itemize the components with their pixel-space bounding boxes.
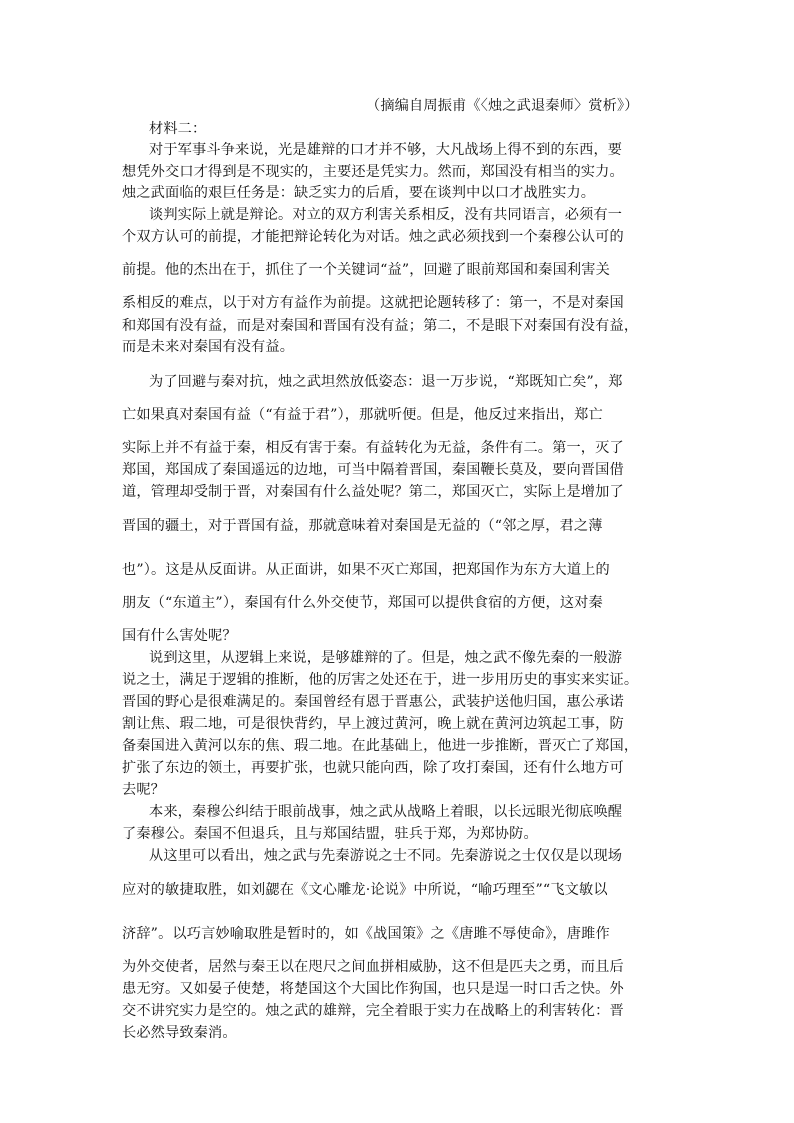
section-heading: 材料二： xyxy=(149,121,207,137)
text-line: 而是未来对秦国有没有益。 xyxy=(122,339,295,355)
text-line: 应对的敏捷取胜，如刘勰在《文心雕龙·论说》中所说，“喻巧理至”“飞文敏以 xyxy=(122,882,608,898)
text-line: 谈判实际上就是辩论。对立的双方利害关系相反，没有共同语言，必须有一 xyxy=(149,207,623,223)
text-line: 济辞”。以巧言妙喻取胜是暂时的，如《战国策》之《唐雎不辱使命》，唐雎作 xyxy=(122,926,610,942)
text-line: 了秦穆公。秦国不但退兵，且与郑国结盟，驻兵于郑，为郑协防。 xyxy=(122,826,538,842)
text-line: 说到这里，从逻辑上来说，是够雄辩的了。但是，烛之武不像先秦的一般游 xyxy=(149,650,623,666)
text-line: 国有什么害处呢？ xyxy=(122,628,237,644)
text-line: 割让焦、瑕二地，可是很快背约，早上渡过黄河，晚上就在黄河边筑起工事，防 xyxy=(122,716,624,732)
text-line: 道，管理却受制于晋，对秦国有什么益处呢？第二，郑国灭亡，实际上是增加了 xyxy=(122,484,624,500)
text-line: 实际上并不有益于秦，相反有害于秦。有益转化为无益，条件有二。第一，灭了 xyxy=(122,440,624,456)
text-line: 备秦国进入黄河以东的焦、瑕二地。在此基础上，他进一步推断，晋灭亡了郑国， xyxy=(122,738,639,754)
text-line: 也”）。这是从反面讲。从正面讲，如果不灭亡郑国，把郑国作为东方大道上的 xyxy=(122,562,610,578)
text-line: 去呢？ xyxy=(122,782,166,798)
text-line: 烛之武面临的艰巨任务是：缺乏实力的后盾，要在谈判中以口才战胜实力。 xyxy=(122,185,596,201)
text-line: 晋国的疆土，对于晋国有益，那就意味着对秦国是无益的（“邻之厚，君之薄 xyxy=(122,518,603,534)
text-line: 想凭外交口才得到是不现实的，主要还是凭实力。然而，郑国没有相当的实力。 xyxy=(122,164,624,180)
source-citation: （摘编自周振甫《〈烛之武退秦师〉赏析》） xyxy=(366,98,639,114)
text-line: 本来，秦穆公纠结于眼前战事，烛之武从战略上着眼，以长远眼光彻底唤醒 xyxy=(149,804,623,820)
text-line: 长必然导致秦消。 xyxy=(122,1025,237,1041)
text-line: 系相反的难点，以于对方有益作为前提。这就把论题转移了：第一，不是对秦国 xyxy=(122,295,624,311)
text-line: 前提。他的杰出在于，抓住了一个关键词“益”，回避了眼前郑国和秦国利害关 xyxy=(122,262,610,278)
text-line: 个双方认可的前提，才能把辩论转化为对话。烛之武必须找到一个秦穆公认可的 xyxy=(122,229,624,245)
text-line: 交不讲究实力是空的。烛之武的雄辩，完全着眼于实力在战略上的利害转化：晋 xyxy=(122,1003,624,1019)
text-line: 朋友（“东道主”），秦国有什么外交使节，郑国可以提供食宿的方便，这对秦 xyxy=(122,595,603,611)
text-line: 扩张了东边的领土，再要扩张，也就只能向西，除了攻打秦国，还有什么地方可 xyxy=(122,760,624,776)
text-line: 对于军事斗争来说，光是雄辩的口才并不够，大凡战场上得不到的东西，要 xyxy=(149,142,623,158)
text-line: 和郑国有没有益，而是对秦国和晋国有没有益；第二，不是眼下对秦国有没有益， xyxy=(122,318,639,334)
text-line: 晋国的野心是很难满足的。秦国曾经有恩于晋惠公，武装护送他归国，惠公承诺 xyxy=(122,694,624,710)
text-line: 患无穷。又如晏子使楚，将楚国这个大国比作狗国，也只是逞一时口舌之快。外 xyxy=(122,981,624,997)
text-line: 亡如果真对秦国有益（“有益于君”），那就听便。但是，他反过来指出，郑亡 xyxy=(122,407,603,423)
text-line: 说之士，满足于逻辑的推断，他的厉害之处还在于，进一步用历史的事实来实证。 xyxy=(122,672,639,688)
text-line: 为外交使者，居然与秦王以在咫尺之间血拼相威胁，这不但是匹夫之勇，而且后 xyxy=(122,959,624,975)
text-line: 从这里可以看出，烛之武与先秦游说之士不同。先秦游说之士仅仅是以现场 xyxy=(149,848,623,864)
text-line: 为了回避与秦对抗，烛之武坦然放低姿态：退一万步说，“郑既知亡矣”，郑 xyxy=(149,374,623,390)
text-line: 郑国，郑国成了秦国遥远的边地，可当中隔着晋国，秦国鞭长莫及，要向晋国借 xyxy=(122,462,624,478)
